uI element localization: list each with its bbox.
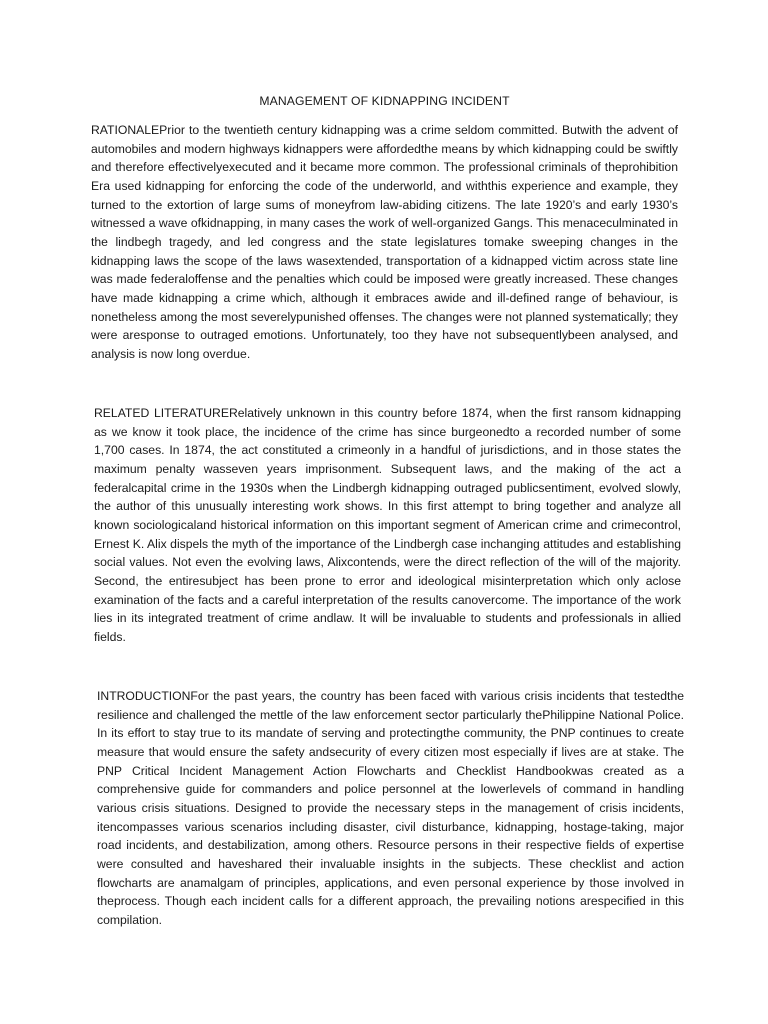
paragraph-introduction: INTRODUCTIONFor the past years, the country has been faced with various crisis incidents that testedthe resilience and challenged the mettle of the law enforcement sector particularly thePhilippine National Police. In its effort to stay true to its mandate of serving and protectingthe community, the PNP continues to create measure that would ensure the safety andsecurity of every citizen most especially if lives are at stake. The PNP Critical Incident Management Action Flowcharts and Checklist Handbookwas created as a comprehensive guide for commanders and police personnel at the lowerlevels of command in handling various crisis situations. Designed to provide the necessary steps in the management of crisis incidents, itencompasses various scenarios including disaster, civil disturbance, kidnapping, hostage-taking, major road incidents, and destabilization, among others. Resource persons in their respective fields of expertise were consulted and haveshared their invaluable insights in the subjects. These checklist and action flowcharts are anamalgam of principles, applications, and even personal experience by those involved in theprocess. Though each incident calls for a different approach, the prevailing notions arespecified in this compilation. — [97, 689, 684, 927]
document-title: MANAGEMENT OF KIDNAPPING INCIDENT — [259, 94, 510, 108]
document-page — [91, 0, 684, 1024]
paragraph-rationale: RATIONALEPrior to the twentieth century kidnapping was a crime seldom committed. Butwith the advent of automobiles and modern highways kidnappers were affordedthe means by which kidnapping could be swiftly and therefore effectivelyexecuted and it became more common. The professional criminals of theprohibition Era used kidnapping for enforcing the code of the underworld, and withthis experience and example, they turned to the extortion of large sums of moneyfrom law-abiding citizens. The late 1920’s and early 1930’s witnessed a wave ofkidnapping, in many cases the work of well-organized Gangs. This menaceculminated in the lindbegh tragedy, and led congress and the state legislatures tomake sweeping changes in the kidnapping laws the scope of the laws wasextended, transportation of a kidnapped victim across state line was made federaloffense and the penalties which could be imposed were greatly increased. These changes have made kidnapping a crime which, although it embraces awide and ill-defined range of behaviour, is nonetheless among the most severelypunished offenses. The changes were not planned systematically; they were aresponse to outraged emotions. Unfortunately, too they have not subsequentlybeen analysed, and analysis is now long overdue. — [91, 123, 678, 361]
paragraph-related-literature: RELATED LITERATURERelatively unknown in this country before 1874, when the first ransom kidnapping as we know it took place, the incidence of the crime has since burgeonedto a recorded number of some 1,700 cases. In 1874, the act constituted a crimeonly in a handful of jurisdictions, and in those states the maximum penalty wasseven years imprisonment. Subsequent laws, and the making of the act a federalcapital crime in the 1930s when the Lindbergh kidnapping outraged publicsentiment, evolved slowly, the author of this unusually interesting work shows. In this first attempt to bring together and analyze all known sociologicaland historical information on this important segment of American crime and crimecontrol, Ernest K. Alix dispels the myth of the importance of the Lindbergh case inchanging attitudes and establishing social values. Not even the evolving laws, Alixcontends, were the direct reflection of the will of the majority. Second, the entiresubject has been prone to error and ideological misinterpretation which only aclose examination of the facts and a careful interpretation of the results canovercome. The importance of the work lies in its integrated treatment of crime andlaw. It will be invaluable to students and professionals in allied fields. — [94, 406, 681, 644]
